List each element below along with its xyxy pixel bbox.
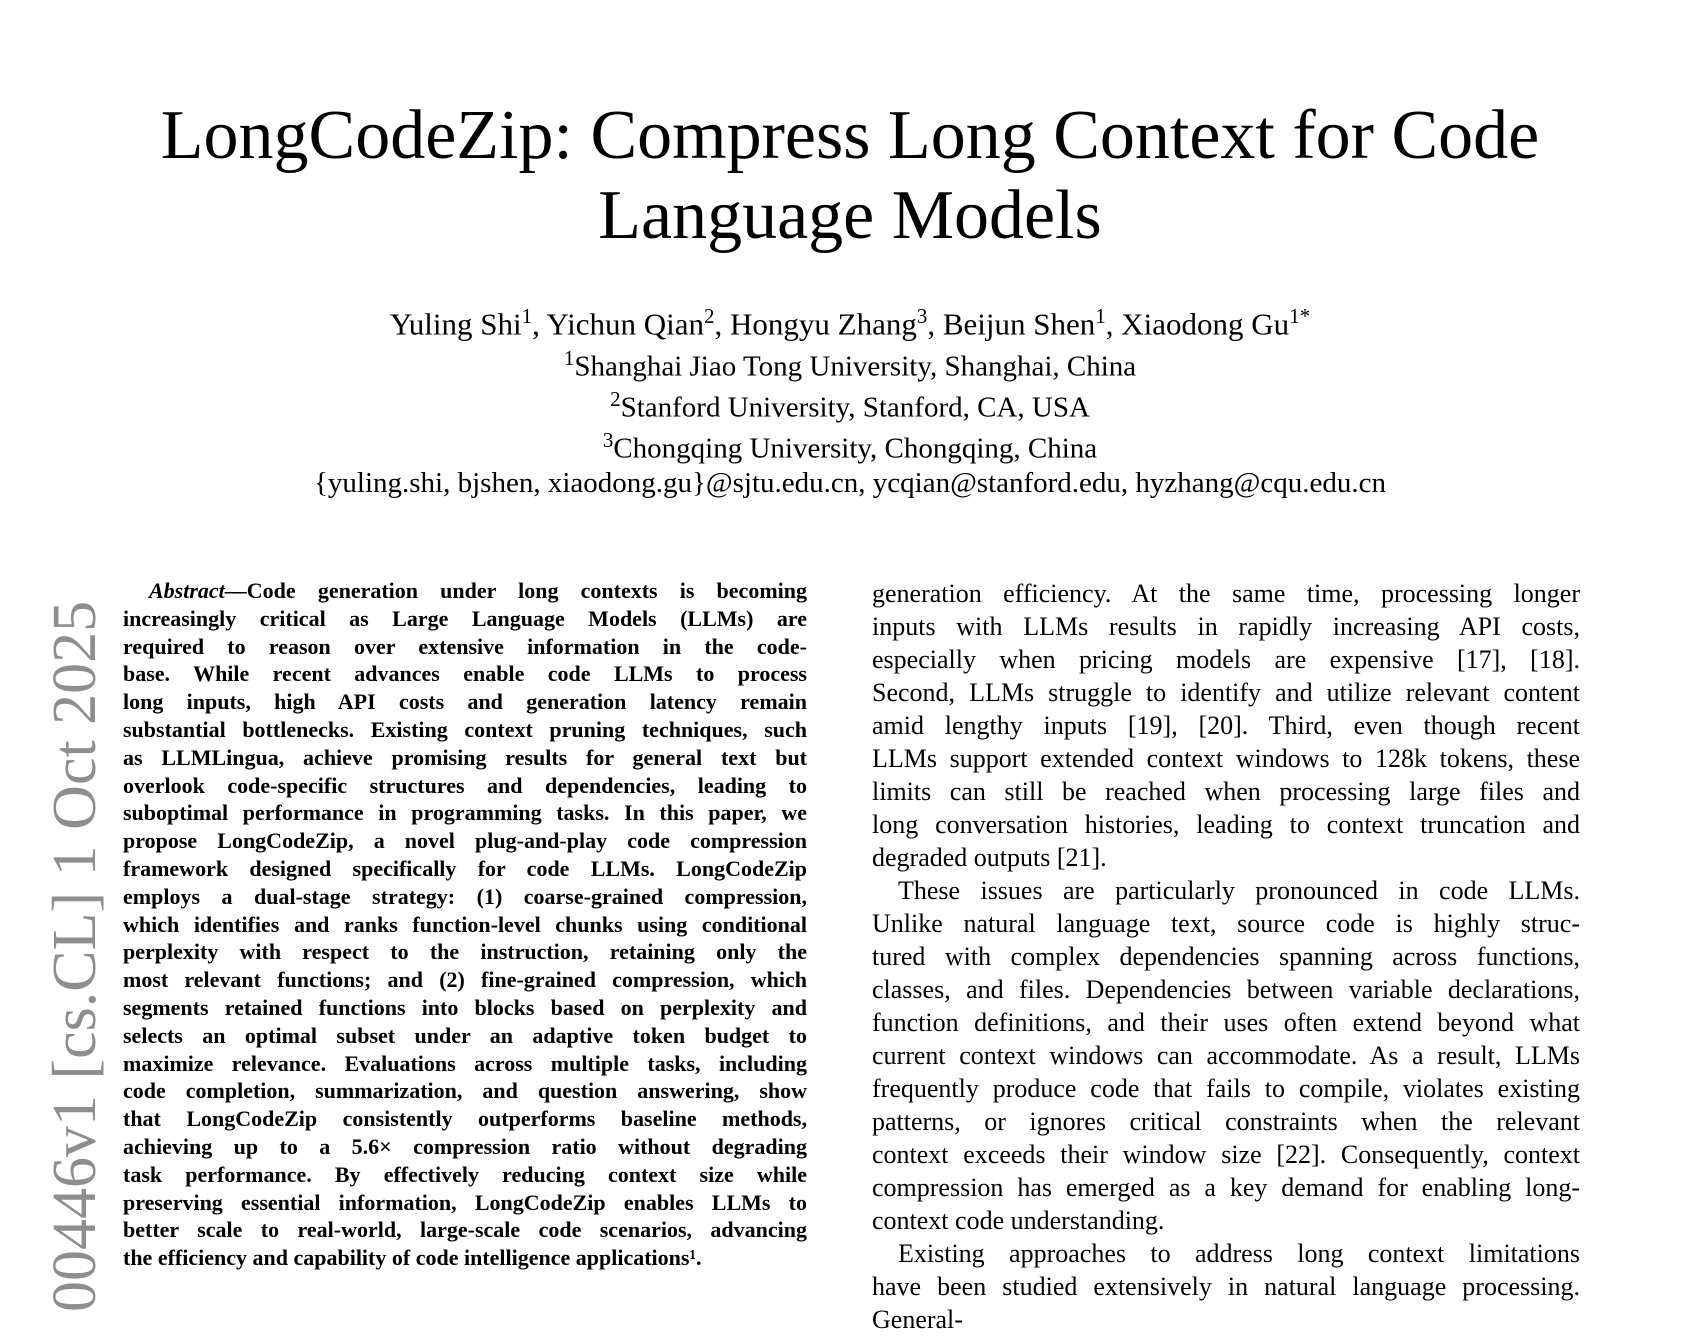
paragraph-continued <box>872 577 1580 874</box>
email-line: {yuling.shi, bjshen, xiaodong.gu}@sjtu.edu.cn, ycqian@stanford.edu, hyzhang@cqu.edu.cn <box>313 467 1386 500</box>
affiliation-superscript: 3 <box>602 427 614 452</box>
text-line: propose LongCodeZip, a novel plug-and-play code compression <box>123 828 807 854</box>
abstract-column <box>123 577 807 1279</box>
text-line: Unlike natural language text, source code is highly struc- <box>872 909 1580 938</box>
text-line: base. While recent advances enable code LLMs to process <box>123 661 807 687</box>
text-line: context exceeds their window size [22]. Consequently, context <box>872 1140 1580 1169</box>
text-line: Existing approaches to address long context limitations <box>898 1239 1580 1268</box>
affiliation-line <box>0 424 1700 465</box>
clipped-bottom-line-container <box>872 1270 1580 1334</box>
paper-header <box>0 0 1700 499</box>
paper-title-line1: LongCodeZip: Compress Long Context for Code <box>160 97 1540 174</box>
text-line: preserving essential information, LongCodeZip enables LLMs to <box>123 1189 807 1215</box>
author-superscript: 3 <box>916 304 928 328</box>
text-line: substantial bottlenecks. Existing context pruning techniques, such <box>123 716 807 742</box>
text-line: code completion, summarization, and question answering, show <box>123 1078 807 1104</box>
text-line: task performance. By effectively reducing context size while <box>123 1161 807 1187</box>
text-line: long inputs, high API costs and generation latency remain <box>123 689 807 715</box>
two-column-body <box>123 577 1580 1334</box>
text-line: tured with complex dependencies spanning across functions, <box>872 942 1580 971</box>
text-line: LLMs support extended context windows to 128k tokens, these <box>872 744 1580 773</box>
text-line: employs a dual-stage strategy: (1) coarse-grained compression, <box>123 883 807 909</box>
text-line: limits can still be reached when processing large files and <box>872 777 1580 806</box>
text-line: Second, LLMs struggle to identify and utilize relevant content <box>872 678 1580 707</box>
author-name: Yuling Shi <box>389 306 522 342</box>
text-line: especially when pricing models are expensive [17], [18]. <box>872 645 1580 674</box>
text-line: as LLMLingua, achieve promising results for general text but <box>123 744 807 770</box>
text-line: required to reason over extensive information in the code- <box>123 633 807 659</box>
author-superscript: 1 <box>1095 304 1106 328</box>
paper-title-line2: Language Models <box>598 177 1102 254</box>
author-name: Yichun Qian <box>546 306 705 342</box>
text-line: compression has emerged as a key demand for enabling long- <box>872 1173 1580 1202</box>
affiliation-text: Stanford University, Stanford, CA, USA <box>620 391 1090 424</box>
affiliation-text: Chongqing University, Chongqing, China <box>613 432 1098 465</box>
text-line: perplexity with respect to the instruction, retaining only the <box>123 939 807 965</box>
text-line: segments retained functions into blocks based on perplexity and <box>123 994 807 1020</box>
text-line: inputs with LLMs results in rapidly increasing API costs, <box>872 612 1580 641</box>
intro-column <box>872 577 1580 1334</box>
text-line: achieving up to a 5.6× compression ratio without degrading <box>123 1133 807 1159</box>
text-line: which identifies and ranks function-level chunks using conditional <box>123 911 807 937</box>
paragraph-existing-approaches <box>872 1237 1580 1270</box>
abstract-first-line <box>123 577 807 605</box>
text-line: that LongCodeZip consistently outperforms baseline methods, <box>123 1106 807 1132</box>
text-line: classes, and files. Dependencies between variable declarations, <box>872 975 1580 1004</box>
affiliation-line <box>0 383 1700 424</box>
text-line: increasingly critical as Large Language Models (LLMs) are <box>123 605 807 631</box>
text-line: long conversation histories, leading to context truncation and <box>872 810 1580 839</box>
abstract-paragraph <box>123 605 807 1272</box>
text-line: generation efficiency. At the same time, processing longer <box>872 579 1580 608</box>
paragraph-code-llm-issues <box>872 874 1580 1237</box>
affiliation-line <box>0 342 1700 383</box>
affiliation-text: Shanghai Jiao Tong University, Shanghai, China <box>574 350 1137 383</box>
author-name: Hongyu Zhang <box>730 306 917 342</box>
partial-text-line: have been studied extensively in natural language processing. General- <box>872 1272 1580 1334</box>
text-line: selects an optimal subset under an adaptive token budget to <box>123 1022 807 1048</box>
author-name: Beijun Shen <box>942 306 1096 342</box>
author-name: Xiaodong Gu <box>1121 306 1290 342</box>
text-line: the efficiency and capability of code intelligence applications¹. <box>123 1245 702 1271</box>
author-superscript: 2 <box>704 304 715 328</box>
text-line: suboptimal performance in programming tasks. In this paper, we <box>123 800 807 826</box>
text-line: most relevant functions; and (2) fine-grained compression, which <box>123 967 807 993</box>
text-line: function definitions, and their uses often extend beyond what <box>872 1008 1580 1037</box>
abstract-first-line-rest: —Code generation under long contexts is becoming <box>224 578 807 603</box>
affiliation-superscript: 2 <box>610 386 621 411</box>
arxiv-stamp: 00446v1 [cs.CL] 1 Oct 2025 <box>41 600 109 1312</box>
text-line: better scale to real-world, large-scale code scenarios, advancing <box>123 1217 807 1243</box>
abstract-label: Abstract <box>149 578 225 603</box>
author-superscript: 1 <box>521 304 533 328</box>
text-line: degraded outputs [21]. <box>872 843 1107 872</box>
authors-line: Yuling Shi$^1$, Yichun Qian$^2$, Hongyu Zhang$^3$, Beijun Shen$^1$, Xiaodong $Gu^{1*}$ <box>389 304 1311 342</box>
text-line: patterns, or ignores critical constraints when the relevant <box>872 1107 1580 1136</box>
text-line: These issues are particularly pronounced in code LLMs. <box>898 876 1580 905</box>
affiliation-superscript: 1 <box>563 346 575 371</box>
text-line: current context windows can accommodate. As a result, LLMs <box>872 1041 1580 1070</box>
text-line: amid lengthy inputs [19], [20]. Third, even though recent <box>872 711 1580 740</box>
text-line: framework designed specifically for code LLMs. LongCodeZip <box>123 855 807 881</box>
text-line: overlook code-specific structures and dependencies, leading to <box>123 772 807 798</box>
text-line: context code understanding. <box>872 1206 1165 1235</box>
text-line: frequently produce code that fails to compile, violates existing <box>872 1074 1580 1103</box>
text-line: maximize relevance. Evaluations across multiple tasks, including <box>123 1050 807 1076</box>
author-superscript: 1* <box>1289 304 1311 328</box>
